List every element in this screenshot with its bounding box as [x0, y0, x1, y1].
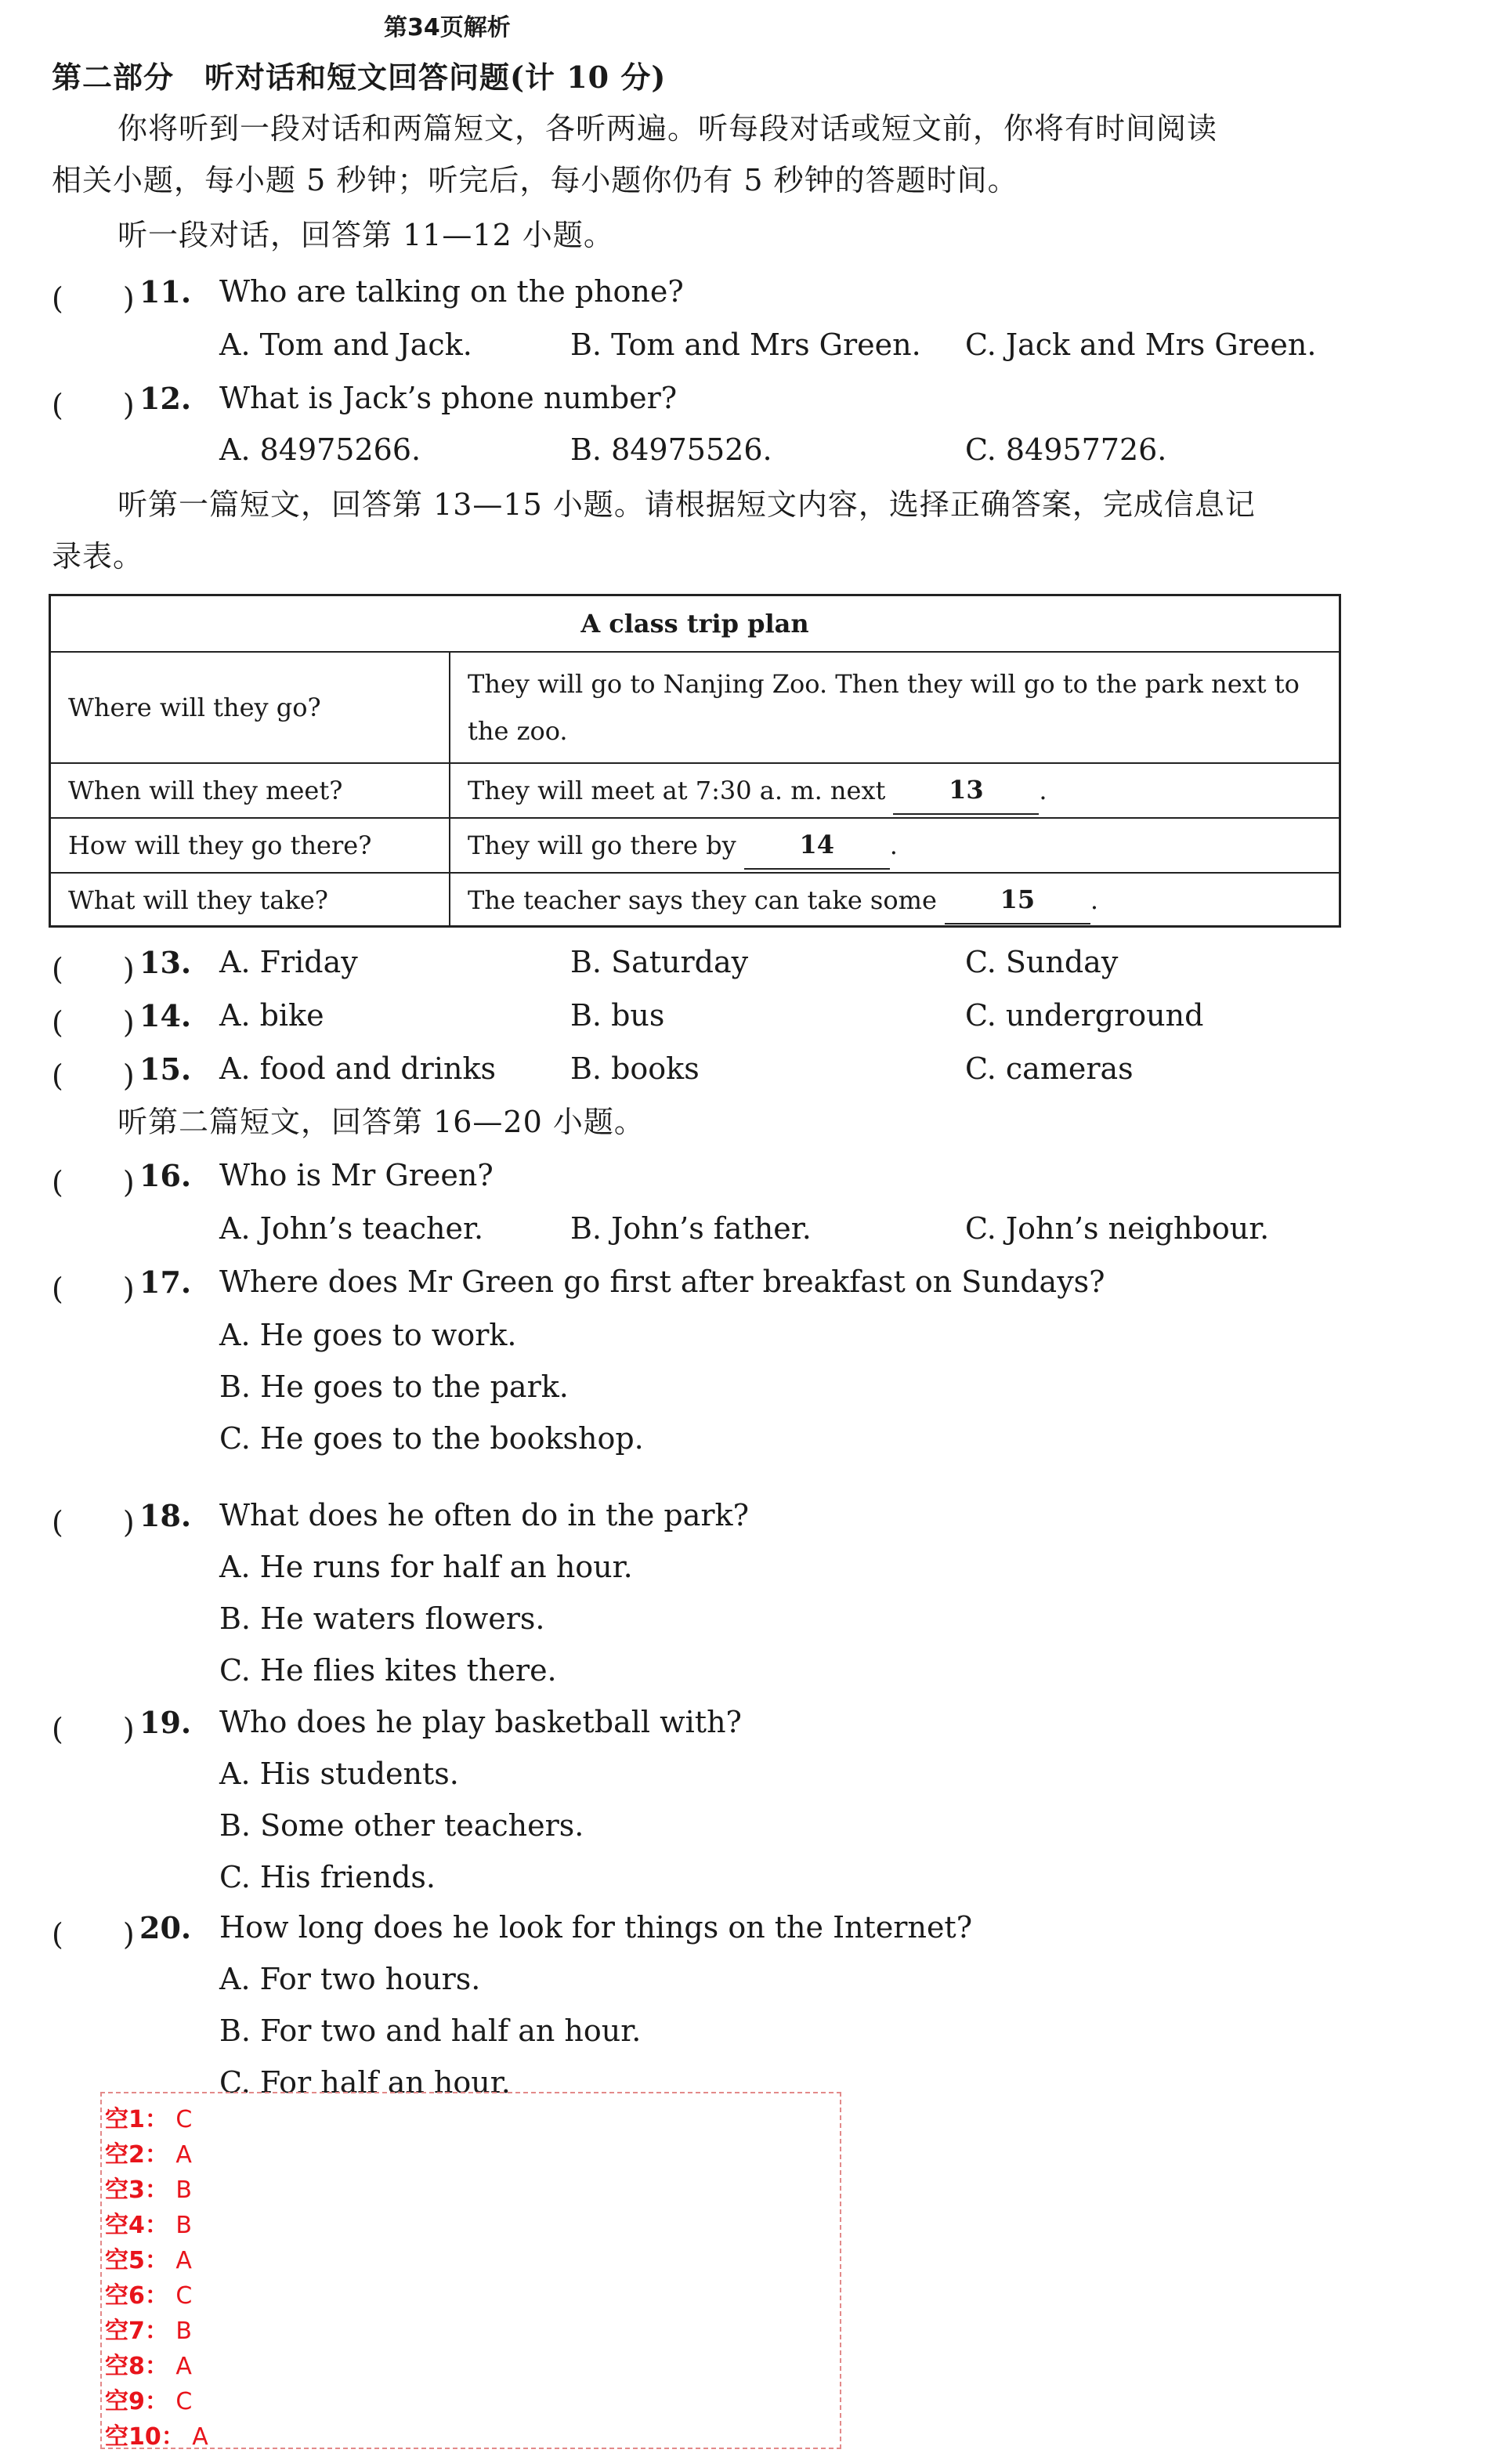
question-text: Who are talking on the phone? — [219, 274, 684, 309]
option-b: B. 84975526. — [570, 432, 772, 467]
option-b: B. bus — [570, 998, 665, 1033]
option-c: C. 84957726. — [965, 432, 1167, 467]
question-text: How long does he look for things on the Internet? — [219, 1910, 973, 1945]
answer-paren: ( ) — [52, 1165, 135, 1199]
table-row — [51, 762, 1339, 817]
blank-14: 14 — [744, 821, 890, 870]
blank-15: 15 — [945, 876, 1090, 924]
option-c: C. Jack and Mrs Green. — [965, 327, 1317, 362]
option-a: A. bike — [219, 998, 324, 1033]
question-number: 12. — [139, 381, 192, 416]
intro-line-1: 你将听到一段对话和两篇短文，各听两遍。听每段对话或短文前，你将有时间阅读 — [118, 111, 1218, 146]
table-answer: They will meet at 7:30 a. m. next — [468, 776, 886, 805]
table-title: A class trip plan — [580, 609, 809, 639]
option-a: A. He runs for half an hour. — [219, 1550, 633, 1584]
answer-key-item: 空3： B — [105, 2176, 193, 2204]
passage1-instruction-2: 录表。 — [52, 539, 144, 573]
answer-paren: ( ) — [52, 1712, 135, 1746]
option-c: C. He flies kites there. — [219, 1653, 557, 1688]
option-c: C. His friends. — [219, 1860, 436, 1894]
option-c: C. underground — [965, 998, 1204, 1033]
table-question: When will they meet? — [51, 764, 450, 817]
option-c: C. For half an hour. — [219, 2065, 511, 2100]
passage1-instruction-1: 听第一篇短文，回答第 13—15 小题。请根据短文内容，选择正确答案，完成信息记 — [118, 487, 1256, 522]
option-b: B. books — [570, 1051, 700, 1086]
option-c: C. John’s neighbour. — [965, 1211, 1270, 1246]
table-period: . — [889, 830, 898, 860]
page-title: 第34页解析 — [384, 14, 511, 42]
answer-key-item: 空1： C — [105, 2106, 193, 2133]
answer-key-item: 空5： A — [105, 2247, 192, 2274]
option-b: B. He waters flowers. — [219, 1601, 545, 1636]
answer-paren: ( ) — [52, 281, 135, 316]
option-c: C. cameras — [965, 1051, 1134, 1086]
table-answer: The teacher says they can take some — [468, 885, 937, 915]
answer-key-item: 空2： A — [105, 2141, 192, 2169]
answer-paren: ( ) — [52, 1917, 135, 1952]
question-number: 11. — [139, 274, 192, 309]
section-heading: 第二部分 听对话和短文回答问题(计 10 分) — [52, 60, 667, 95]
table-row — [51, 872, 1339, 927]
option-b: B. Some other teachers. — [219, 1808, 584, 1843]
answer-paren: ( ) — [52, 952, 135, 986]
option-a: A. Tom and Jack. — [219, 327, 472, 362]
answer-paren: ( ) — [52, 1272, 135, 1306]
question-text: Who does he play basketball with? — [219, 1705, 742, 1739]
table-question: Where will they go? — [51, 653, 450, 762]
answer-key-item: 空9： C — [105, 2388, 193, 2415]
option-a: A. Friday — [219, 945, 358, 979]
answer-key-item: 空6： C — [105, 2282, 193, 2310]
option-c: C. He goes to the bookshop. — [219, 1421, 644, 1456]
table-question: What will they take? — [51, 874, 450, 927]
question-number: 20. — [139, 1910, 192, 1945]
option-a: A. For two hours. — [219, 1962, 481, 1996]
question-text: What is Jack’s phone number? — [219, 381, 678, 415]
answer-key-item: 空4： B — [105, 2212, 193, 2239]
blank-13: 13 — [893, 766, 1039, 815]
question-text: Who is Mr Green? — [219, 1158, 494, 1192]
question-number: 14. — [139, 998, 192, 1033]
option-b: B. Tom and Mrs Green. — [570, 327, 921, 362]
table-answer: They will go to Nanjing Zoo. Then they will go to the park next to the zoo. — [468, 669, 1300, 746]
question-number: 19. — [139, 1705, 192, 1740]
option-a: A. He goes to work. — [219, 1318, 517, 1352]
question-number: 15. — [139, 1051, 192, 1087]
option-a: A. His students. — [219, 1757, 459, 1791]
question-number: 16. — [139, 1158, 192, 1193]
dialog-instruction: 听一段对话，回答第 11—12 小题。 — [118, 218, 614, 252]
answer-key-item: 空7： B — [105, 2317, 193, 2345]
table-answer: They will go there by — [468, 830, 736, 860]
option-b: B. For two and half an hour. — [219, 2014, 642, 2048]
question-number: 13. — [139, 945, 192, 980]
intro-line-2: 相关小题，每小题 5 秒钟；听完后，每小题你仍有 5 秒钟的答题时间。 — [52, 163, 1018, 197]
answer-key-item: 空8： A — [105, 2353, 192, 2380]
table-question: How will they go there? — [51, 819, 450, 872]
answer-key-item: 空10： A — [105, 2423, 208, 2451]
class-trip-table — [49, 594, 1341, 928]
answer-paren: ( ) — [52, 1005, 135, 1040]
option-b: B. John’s father. — [570, 1211, 812, 1246]
question-number: 17. — [139, 1265, 192, 1300]
option-c: C. Sunday — [965, 945, 1119, 979]
question-text: Where does Mr Green go first after breakfast on Sundays? — [219, 1265, 1105, 1299]
answer-paren: ( ) — [52, 1058, 135, 1093]
option-a: A. 84975266. — [219, 432, 421, 467]
table-row — [51, 817, 1339, 872]
option-a: A. John’s teacher. — [219, 1211, 484, 1246]
answer-paren: ( ) — [52, 1505, 135, 1540]
question-text: What does he often do in the park? — [219, 1498, 749, 1532]
answer-key-box — [100, 2092, 841, 2449]
option-b: B. Saturday — [570, 945, 749, 979]
table-row — [51, 651, 1339, 762]
table-period: . — [1039, 776, 1047, 805]
question-number: 18. — [139, 1498, 192, 1533]
table-period: . — [1090, 885, 1099, 915]
answer-paren: ( ) — [52, 388, 135, 422]
option-b: B. He goes to the park. — [219, 1369, 569, 1404]
passage2-instruction: 听第二篇短文，回答第 16—20 小题。 — [118, 1105, 645, 1139]
option-a: A. food and drinks — [219, 1051, 497, 1086]
